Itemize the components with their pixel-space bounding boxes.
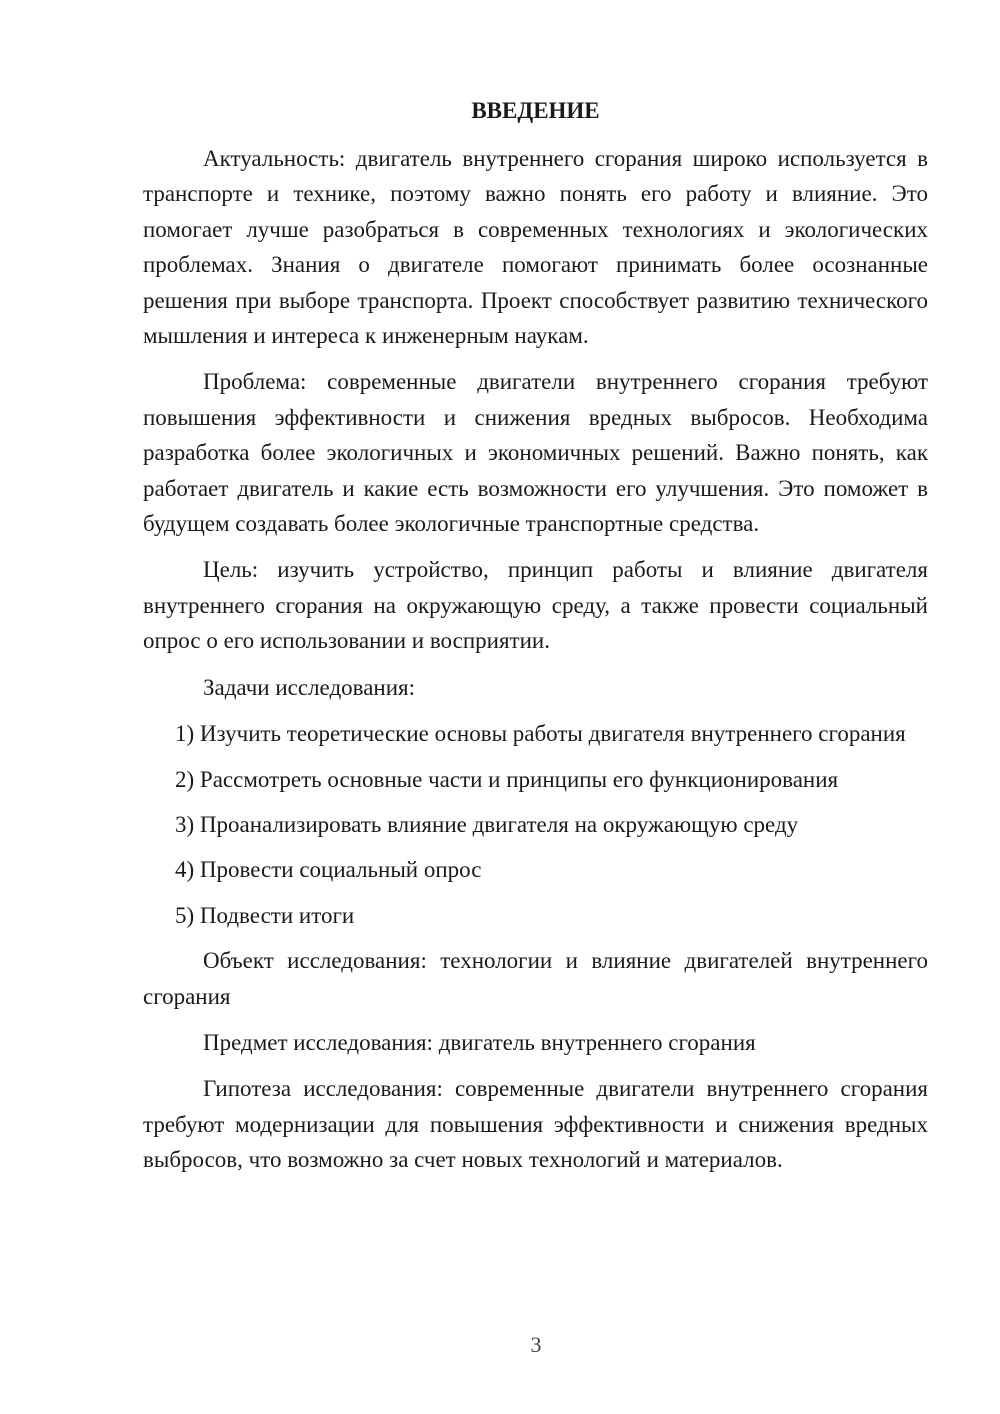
paragraph-hypothesis: Гипотеза исследования: современные двигатели внутреннего сгорания требуют модернизации для повышения эффективности и снижения вредных выбросов, что возможно за счет новых технологий и материалов. — [143, 1076, 928, 1173]
paragraph-goal: Цель: изучить устройство, принцип работы и влияние двигателя внутреннего сгорания на окружающую среду, а также провести социальный опрос о его использовании и восприятии. — [143, 557, 928, 654]
paragraph-relevance: Актуальность: двигатель внутреннего сгорания широко используется в транспорте и технике, поэтому важно понять его работу и влияние. Это помогает лучше разобраться в современных технологиях и экологических проблемах. Знания о двигателе помогают принимать более осознанные решения при выборе транспорта. Проект способствует развитию технического мышления и интереса к инженерным наукам. — [143, 146, 928, 349]
paragraph-object: Объект исследования: технологии и влияние двигателей внутреннего сгорания — [143, 948, 928, 1009]
list-item-task-5: 5) Подвести итоги — [175, 902, 355, 928]
section-title: ВВЕДЕНИЕ — [471, 98, 600, 123]
page-content — [143, 94, 928, 1189]
list-item-task-1: 1) Изучить теоретические основы работы двигателя внутреннего сгорания — [175, 721, 906, 747]
list-item-task-2: 2) Рассмотреть основные части и принципы его функционирования — [175, 766, 839, 792]
list-item-task-4: 4) Провести социальный опрос — [175, 857, 482, 883]
page-number: 3 — [530, 1332, 542, 1357]
paragraph-tasks-heading: Задачи исследования: — [203, 674, 416, 700]
list-item-task-3: 3) Проанализировать влияние двигателя на окружающую среду — [175, 811, 799, 837]
paragraph-problem: Проблема: современные двигатели внутреннего сгорания требуют повышения эффективности и снижения вредных выбросов. Необходима разработка более экологичных и экономичных решений. Важно понять, как работает двигатель и какие есть возможности его улучшения. Это поможет в будущем создавать более экологичные транспортные средства. — [143, 369, 928, 537]
paragraph-subject: Предмет исследования: двигатель внутреннего сгорания — [203, 1029, 756, 1055]
